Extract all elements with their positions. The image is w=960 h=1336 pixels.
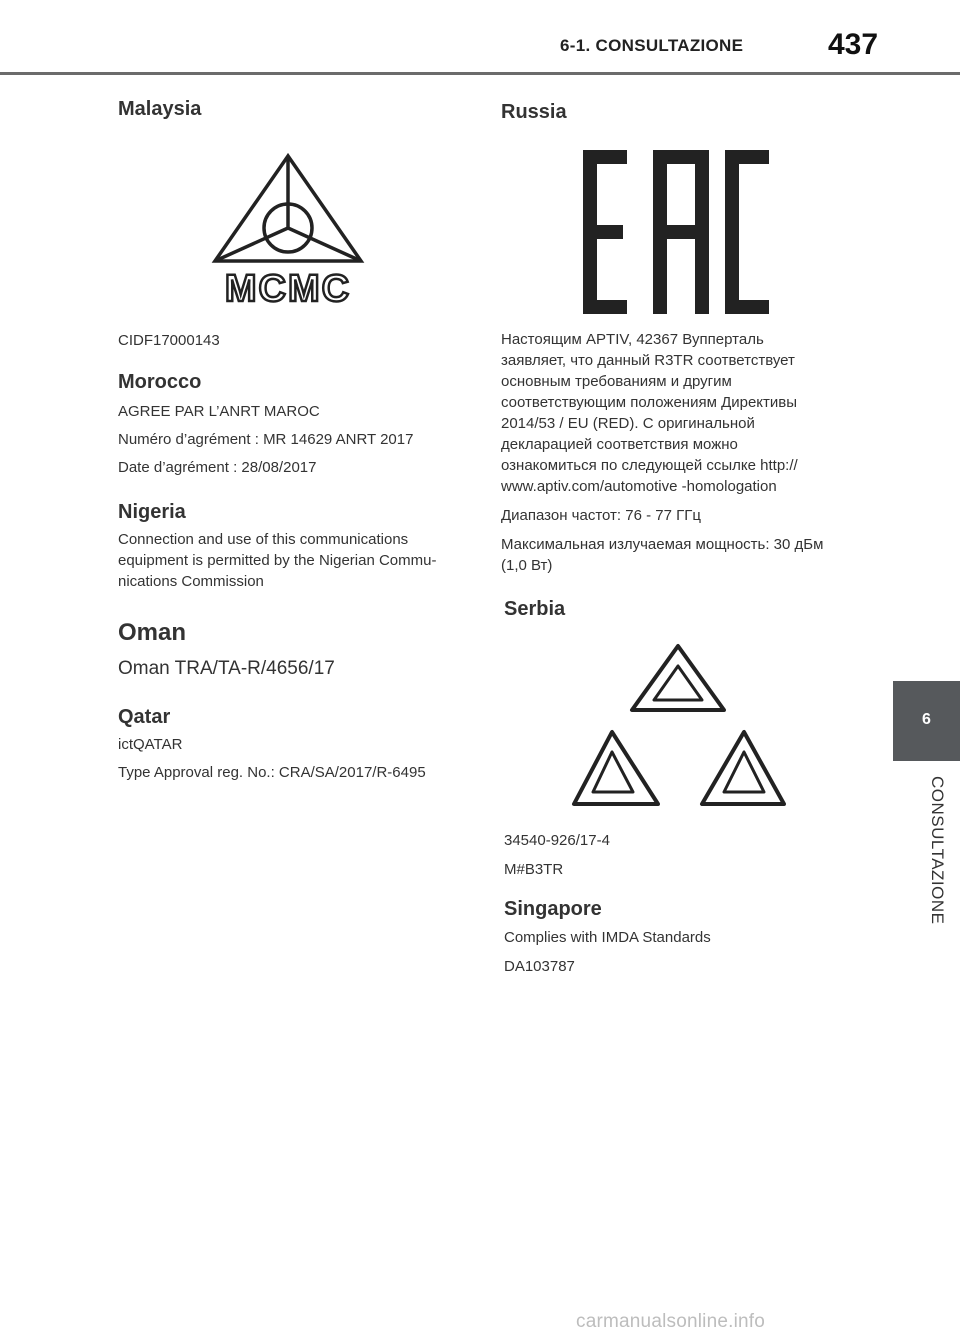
russia-para-line: соответствующим положениям Директивы [501, 394, 798, 411]
malaysia-code: CIDF17000143 [118, 332, 220, 349]
russia-power-line: (1,0 Вт) [501, 557, 553, 574]
serbia-heading: Serbia [504, 598, 566, 620]
section-morocco [118, 371, 413, 478]
qatar-line: ictQATAR [118, 736, 183, 753]
malaysia-heading: Malaysia [118, 98, 202, 120]
russia-para-line: ознакомиться по следующей ссылке http:// [501, 457, 798, 474]
chapter-side-label: CONSULTAZIONE [928, 776, 947, 925]
singapore-heading: Singapore [504, 898, 602, 920]
mcmc-logo [196, 150, 380, 306]
russia-para-line: заявляет, что данный R3TR соответствует [501, 352, 795, 369]
section-oman [118, 619, 335, 681]
qatar-line: Type Approval reg. No.: CRA/SA/2017/R-6495 [118, 764, 426, 781]
chapter-title: 6-1. CONSULTAZIONE [560, 36, 744, 55]
russia-power-line: Максимальная излучаемая мощность: 30 дБм [501, 536, 824, 553]
serbia-triangles-logo [566, 638, 790, 814]
nigeria-line: equipment is permitted by the Nigerian Commu- [118, 552, 437, 569]
russia-frequency: Диапазон частот: 76 - 77 ГГц [501, 507, 701, 524]
morocco-line: AGREE PAR L’ANRT MAROC [118, 403, 320, 420]
singapore-line: Complies with IMDA Standards [504, 929, 711, 946]
oman-text: Oman TRA/TA-R/4656/17 [118, 658, 335, 679]
russia-para-line: декларацией соответствия можно [501, 436, 738, 453]
eac-logo [583, 150, 769, 314]
watermark: carmanualsonline.info [576, 1311, 766, 1332]
chapter-tab[interactable] [893, 681, 960, 761]
morocco-heading: Morocco [118, 371, 202, 393]
section-russia [501, 101, 567, 124]
oman-heading: Oman [118, 619, 187, 646]
morocco-line: Date d’agrément : 28/08/2017 [118, 459, 317, 476]
russia-heading: Russia [501, 101, 567, 123]
nigeria-heading: Nigeria [118, 501, 186, 523]
russia-para-line: основным требованиям и другим [501, 373, 732, 390]
nigeria-line: nications Commission [118, 573, 264, 590]
russia-body [501, 329, 871, 576]
serbia-line: 34540-926/17-4 [504, 832, 610, 849]
chapter-tab-number: 6 [922, 711, 931, 728]
morocco-line: Numéro d’agrément : MR 14629 ANRT 2017 [118, 431, 414, 448]
section-serbia [504, 598, 565, 621]
header-divider [0, 72, 960, 75]
russia-para-line: 2014/53 / EU (RED). С оригинальной [501, 415, 755, 432]
page-number: 437 [828, 28, 879, 61]
russia-para-line: Настоящим APTIV, 42367 Вупперталь [501, 331, 764, 348]
qatar-heading: Qatar [118, 706, 171, 728]
mcmc-logo-text: MCMC [224, 268, 352, 306]
serbia-line: M#B3TR [504, 861, 564, 878]
section-singapore [504, 898, 711, 977]
singapore-line: DA103787 [504, 958, 575, 975]
section-qatar [118, 706, 426, 783]
nigeria-line: Connection and use of this communications [118, 531, 409, 548]
russia-para-line: www.aptiv.com/automotive -homologation [501, 478, 777, 495]
section-nigeria [118, 501, 436, 592]
section-malaysia [118, 98, 201, 121]
serbia-body [504, 830, 610, 880]
